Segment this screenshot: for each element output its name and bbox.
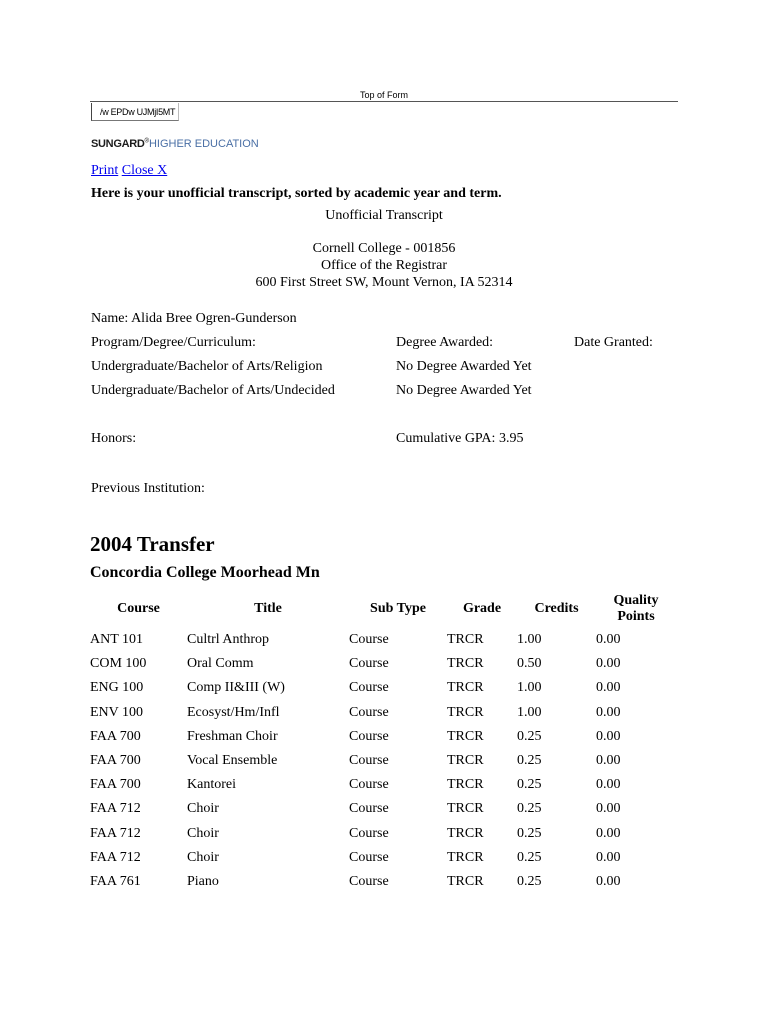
cell-course: FAA 700 [90,777,141,793]
cell-title: Choir [187,849,219,865]
cell-credits: 0.25 [517,777,542,793]
form-divider [90,101,678,102]
cell-qp: 0.00 [596,632,621,648]
cell-course: ENG 100 [90,680,144,696]
cell-grade: TRCR [447,777,484,793]
college-name: Cornell College - 001856 [312,241,456,256]
print-link[interactable]: Print [91,163,119,178]
cell-course: FAA 700 [90,728,141,744]
student-name-row [91,311,297,327]
cell-subtype: Course [349,704,389,720]
close-link[interactable]: Close X [121,163,168,178]
college-address: 600 First Street SW, Mount Vernon, IA 52314 [255,275,513,290]
cell-title: Comp II&III (W) [187,680,285,696]
cell-title: Vocal Ensemble [187,753,278,769]
degree-2: No Degree Awarded Yet [396,383,532,398]
honors-label: Honors: [91,431,137,446]
gpa-value: 3.95 [498,431,524,446]
cell-subtype: Course [349,728,389,744]
table-row [90,725,676,749]
cell-subtype: Course [349,632,389,648]
cell-title: Choir [187,825,219,841]
viewstate-field[interactable]: /w EPDw UJMjI5MT [91,103,179,121]
cell-course: FAA 712 [90,825,141,841]
table-row [90,846,676,870]
cell-credits: 0.25 [517,728,542,744]
cell-qp: 0.00 [596,849,621,865]
registrar-office: Office of the Registrar [320,258,448,273]
logo-brand: SUNGARD [91,138,145,150]
cell-credits: 0.25 [517,801,542,817]
table-row [90,870,676,894]
cell-subtype: Course [349,801,389,817]
logo-division: HIGHER EDUCATION [148,138,259,150]
cell-qp: 0.00 [596,777,621,793]
program-2: Undergraduate/Bachelor of Arts/Undecided [91,383,335,398]
program-1: Undergraduate/Bachelor of Arts/Religion [91,359,323,374]
cell-course: FAA 712 [90,801,141,817]
gpa-label: Cumulative GPA: [396,431,496,446]
program-label: Program/Degree/Curriculum: [91,335,256,350]
table-header-row [90,590,676,628]
cell-grade: TRCR [447,632,484,648]
cell-course: ANT 101 [90,632,144,648]
cell-grade: TRCR [447,825,484,841]
cell-title: Kantorei [187,777,236,793]
table-row [90,822,676,846]
cell-title: Ecosyst/Hm/Infl [187,704,280,720]
cell-subtype: Course [349,656,389,672]
cell-qp: 0.00 [596,825,621,841]
section-title: 2004 Transfer [90,532,215,556]
cell-course: FAA 761 [90,873,141,889]
table-row [90,676,676,700]
cell-qp: 0.00 [596,704,621,720]
cell-credits: 1.00 [517,632,542,648]
cell-subtype: Course [349,680,389,696]
degree-label: Degree Awarded: [396,335,494,350]
cell-grade: TRCR [447,753,484,769]
table-row [90,773,676,797]
cell-credits: 0.25 [517,873,542,889]
gpa-row [396,431,523,447]
cell-subtype: Course [349,849,389,865]
student-name: Alida Bree Ogren-Gunderson [131,311,297,326]
header-title: Title [254,601,282,616]
cell-subtype: Course [349,777,389,793]
cell-subtype: Course [349,825,389,841]
header-grade: Grade [462,601,502,616]
cell-title: Piano [187,873,219,889]
cell-credits: 0.50 [517,656,542,672]
cell-grade: TRCR [447,728,484,744]
cell-credits: 0.25 [517,849,542,865]
cell-title: Cultrl Anthrop [187,632,270,648]
cell-qp: 0.00 [596,728,621,744]
table-row [90,628,676,652]
cell-qp: 0.00 [596,656,621,672]
logo-mark: ® [144,138,149,145]
cell-grade: TRCR [447,849,484,865]
table-row [90,797,676,821]
table-row [90,652,676,676]
header-credits: Credits [534,601,579,616]
cell-course: COM 100 [90,656,147,672]
cell-grade: TRCR [447,704,484,720]
cell-course: ENV 100 [90,704,144,720]
previous-institution-label: Previous Institution: [91,481,205,496]
date-granted-label: Date Granted: [574,335,653,350]
header-qp-line1: Quality [613,593,659,608]
cell-course: FAA 700 [90,753,141,769]
cell-title: Choir [187,801,219,817]
header-quality-points [596,590,676,628]
cell-qp: 0.00 [596,680,621,696]
cell-credits: 1.00 [517,680,542,696]
cell-grade: TRCR [447,656,484,672]
intro-text: Here is your unofficial transcript, sorted by academic year and term. [91,186,502,201]
sungard-logo [91,138,259,150]
cell-credits: 0.25 [517,825,542,841]
cell-qp: 0.00 [596,873,621,889]
table-row [90,749,676,773]
course-table [90,590,676,894]
cell-grade: TRCR [447,680,484,696]
cell-qp: 0.00 [596,801,621,817]
table-row [90,701,676,725]
cell-qp: 0.00 [596,753,621,769]
cell-grade: TRCR [447,801,484,817]
action-links [91,163,167,179]
cell-title: Oral Comm [187,656,254,672]
cell-subtype: Course [349,873,389,889]
name-label: Name: [91,311,129,326]
header-course: Course [117,601,160,616]
header-qp-line2: Points [617,609,655,624]
cell-title: Freshman Choir [187,728,278,744]
cell-grade: TRCR [447,873,484,889]
top-of-form-label: Top of Form [359,90,408,100]
cell-credits: 0.25 [517,753,542,769]
cell-course: FAA 712 [90,849,141,865]
header-subtype: Sub Type [370,601,426,616]
cell-subtype: Course [349,753,389,769]
transcript-title: Unofficial Transcript [325,208,443,223]
institution-name: Concordia College Moorhead Mn [90,564,320,581]
degree-1: No Degree Awarded Yet [396,359,532,374]
cell-credits: 1.00 [517,704,542,720]
